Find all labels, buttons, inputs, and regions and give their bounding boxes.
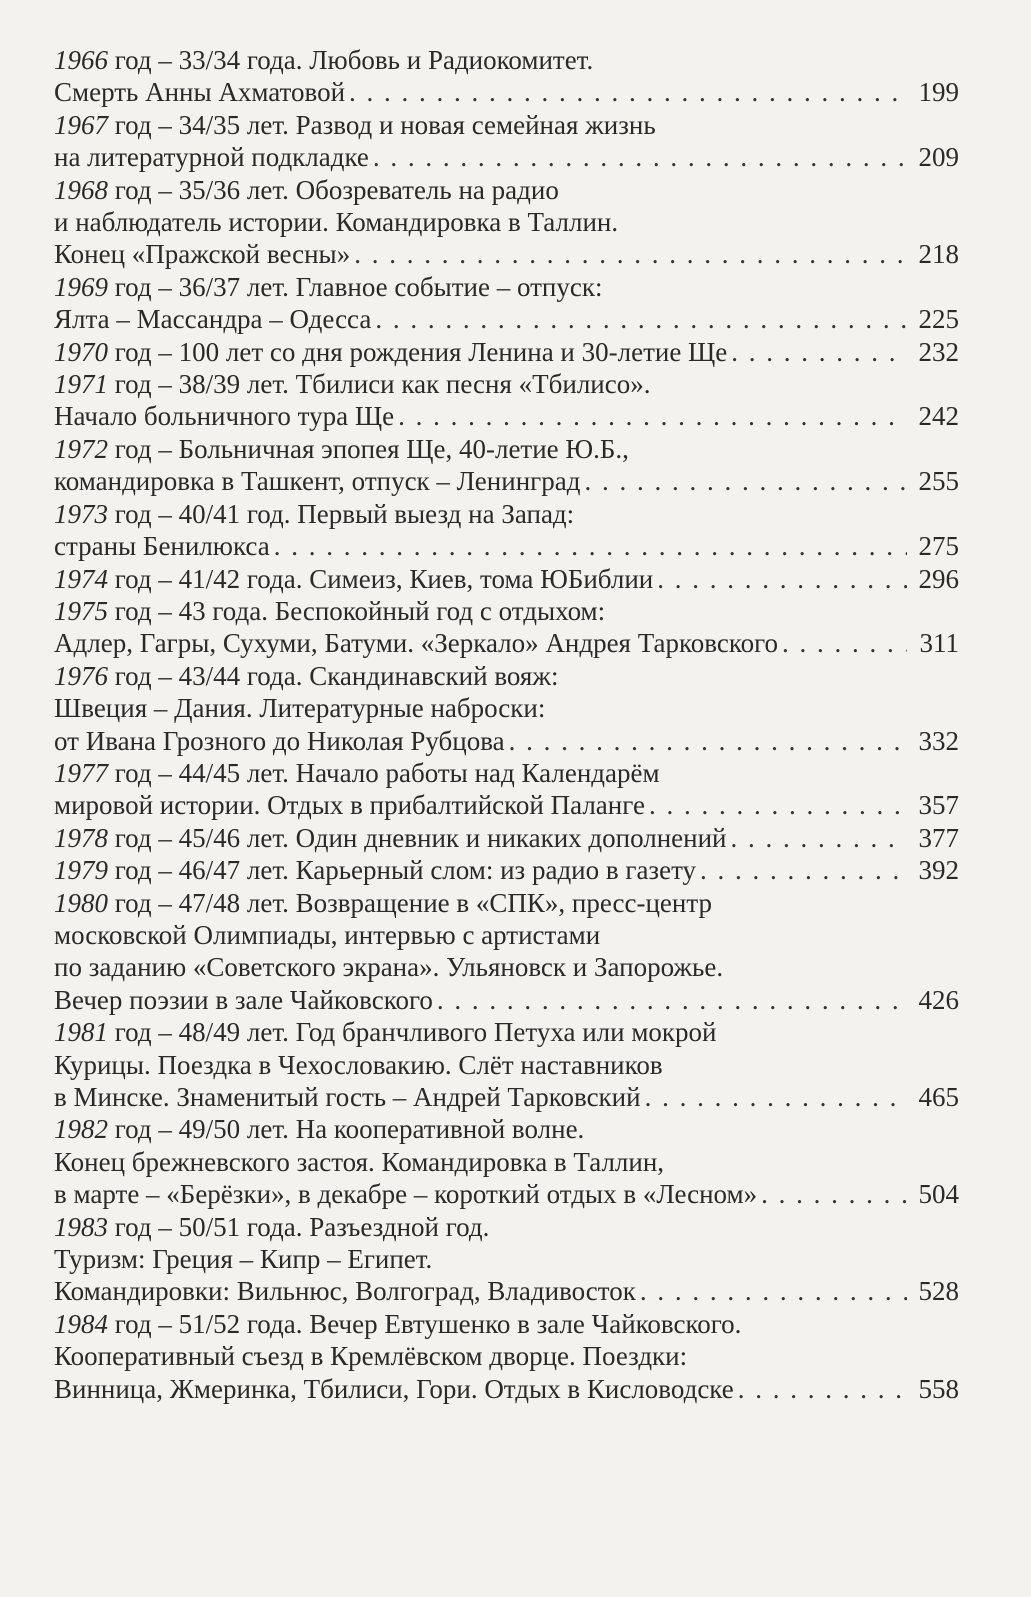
toc-entry	[54, 757, 959, 822]
toc-page-number: 357	[918, 790, 959, 821]
toc-title-text: Смерть Анны Ахматовой	[54, 77, 346, 108]
toc-page-number: 218	[918, 239, 959, 270]
toc-title-text: Винница, Жмеринка, Тбилиси, Гори. Отдых в Кисловодске	[54, 1373, 734, 1404]
toc-line	[54, 1049, 959, 1081]
toc-year: 1983	[54, 1211, 108, 1242]
toc-year: 1978	[54, 822, 108, 853]
toc-title-text: год – 43 года. Беспокойный год с отдыхом:	[114, 595, 606, 626]
toc-year: 1975	[54, 595, 108, 626]
toc-line	[54, 1373, 959, 1405]
toc-line	[54, 530, 959, 562]
toc-title-text: год – 33/34 года. Любовь и Радиокомитет.	[114, 45, 594, 75]
toc-line	[54, 465, 959, 497]
toc-year: 1966	[54, 45, 108, 75]
toc-entry	[54, 1211, 959, 1308]
toc-entry	[54, 433, 959, 498]
toc-line	[54, 1340, 959, 1372]
toc-title-text: Кооперативный съезд в Кремлёвском дворце. Поездки:	[54, 1341, 688, 1372]
toc-title-text: Конец «Пражской весны»	[54, 239, 351, 270]
toc-line	[54, 757, 959, 789]
toc-entry	[54, 1308, 959, 1405]
toc-line	[54, 1243, 959, 1275]
toc-page-number: 255	[918, 466, 959, 497]
toc-title-text: Командировки: Вильнюс, Волгоград, Владивосток	[54, 1276, 636, 1307]
toc-line	[54, 76, 959, 108]
dot-leader	[375, 303, 907, 335]
toc-page-number: 377	[918, 822, 959, 853]
toc-year: 1967	[54, 109, 108, 140]
dot-leader	[649, 789, 907, 821]
toc-line	[54, 303, 959, 335]
toc-title-text: год – 49/50 лет. На кооперативной волне.	[114, 1114, 585, 1145]
dot-leader	[731, 336, 907, 368]
toc-title-text: в Минске. Знаменитый гость – Андрей Тарковский	[54, 1082, 641, 1112]
toc-title-text: год – 100 лет со дня рождения Ленина и 30-летие Ще	[114, 336, 728, 367]
toc-page-number: 528	[918, 1276, 959, 1307]
toc-year: 1971	[54, 369, 108, 400]
toc-line	[54, 336, 959, 368]
toc-entry	[54, 854, 959, 886]
dot-leader	[761, 1178, 907, 1210]
toc-page-number: 465	[918, 1082, 959, 1112]
toc-title-text: год – 36/37 лет. Главное событие – отпуск:	[114, 271, 603, 302]
toc-entry	[54, 563, 959, 595]
toc-year: 1968	[54, 174, 108, 205]
toc-entry	[54, 44, 959, 109]
toc-title-text: командировка в Ташкент, отпуск – Ленинград	[54, 466, 581, 497]
toc-page-number: 426	[918, 984, 959, 1015]
toc-entry	[54, 336, 959, 368]
dot-leader	[398, 400, 907, 432]
toc-year: 1979	[54, 855, 108, 886]
dot-leader	[738, 1373, 907, 1405]
toc-year: 1984	[54, 1308, 108, 1339]
toc-year: 1980	[54, 887, 108, 918]
toc-title-text: год – 45/46 лет. Один дневник и никаких дополнений	[114, 822, 727, 853]
toc-line	[54, 44, 959, 76]
dot-leader	[657, 563, 907, 595]
toc-entry	[54, 595, 959, 660]
toc-page-number: 311	[919, 628, 959, 659]
toc-entry	[54, 1016, 959, 1113]
toc-page-number: 209	[918, 142, 959, 173]
dot-leader	[373, 141, 907, 173]
dot-leader	[509, 725, 907, 757]
toc-title-text: мировой истории. Отдых в прибалтийской Паланге	[54, 790, 645, 821]
dot-leader	[782, 627, 907, 659]
toc-line	[54, 1113, 959, 1145]
toc-page-number: 199	[918, 77, 959, 108]
toc-line	[54, 1308, 959, 1340]
toc-title-text: год – 44/45 лет. Начало работы над Календарём	[114, 757, 660, 788]
toc-line	[54, 206, 959, 238]
toc-title-text: в марте – «Берёзки», в декабре – короткий отдых в «Лесном»	[54, 1179, 758, 1210]
toc-title-text: год – 38/39 лет. Тбилиси как песня «Тбилисо».	[114, 369, 651, 400]
toc-entry	[54, 109, 959, 174]
toc-line	[54, 271, 959, 303]
toc-title-text: от Ивана Грозного до Николая Рубцова	[54, 725, 505, 756]
toc-title-text: год – 47/48 лет. Возвращение в «СПК», пресс-центр	[114, 887, 712, 918]
toc-entry	[54, 174, 959, 271]
dot-leader	[584, 465, 907, 497]
toc-year: 1981	[54, 1017, 108, 1048]
toc-title-text: год – 34/35 лет. Развод и новая семейная жизнь	[114, 109, 656, 140]
toc-line	[54, 433, 959, 465]
toc-line	[54, 1178, 959, 1210]
toc-year: 1970	[54, 336, 108, 367]
toc-year: 1977	[54, 757, 108, 788]
toc-line	[54, 1081, 959, 1113]
toc-line	[54, 1211, 959, 1243]
toc-title-text: год – 48/49 лет. Год бранчливого Петуха или мокрой	[114, 1017, 717, 1048]
toc-page-number: 504	[918, 1179, 959, 1210]
toc-title-text: год – 43/44 года. Скандинавский вояж:	[114, 660, 559, 691]
toc-page-number: 242	[918, 401, 959, 432]
toc-title-text: год – 50/51 года. Разъездной год.	[114, 1211, 490, 1242]
toc-year: 1972	[54, 433, 108, 464]
toc-line	[54, 692, 959, 724]
toc-line	[54, 400, 959, 432]
toc-line	[54, 725, 959, 757]
toc-title-text: на литературной подкладке	[54, 142, 369, 173]
toc-title-text: по заданию «Советского экрана». Ульяновск и Запорожье.	[54, 952, 724, 983]
dot-leader	[274, 530, 907, 562]
toc-title-text: год – 46/47 лет. Карьерный слом: из радио в газету	[114, 855, 697, 886]
toc-entry	[54, 271, 959, 336]
toc-title-text: Швеция – Дания. Литературные наброски:	[54, 693, 546, 724]
dot-leader	[437, 984, 907, 1016]
table-of-contents	[54, 44, 959, 1405]
toc-line	[54, 141, 959, 173]
dot-leader	[731, 822, 908, 854]
toc-line	[54, 854, 959, 886]
toc-title-text: год – 51/52 года. Вечер Евтушенко в зале Чайковского.	[114, 1308, 742, 1339]
toc-line	[54, 1146, 959, 1178]
toc-line	[54, 109, 959, 141]
toc-title-text: год – 41/42 года. Симеиз, Киев, тома ЮБиблии	[114, 563, 654, 594]
toc-line	[54, 789, 959, 821]
toc-title-text: год – 35/36 лет. Обозреватель на радио	[114, 174, 559, 205]
dot-leader	[700, 854, 907, 886]
dot-leader	[640, 1275, 907, 1307]
toc-line	[54, 1016, 959, 1048]
toc-year: 1973	[54, 498, 108, 529]
toc-title-text: Начало больничного тура Ще	[54, 401, 395, 432]
toc-title-text: страны Бенилюкса	[54, 531, 270, 562]
toc-line	[54, 238, 959, 270]
toc-year: 1974	[54, 563, 108, 594]
toc-line	[54, 919, 959, 951]
toc-line	[54, 951, 959, 983]
toc-title-text: Конец брежневского застоя. Командировка в Таллин,	[54, 1146, 665, 1177]
toc-entry	[54, 1113, 959, 1210]
toc-line	[54, 822, 959, 854]
toc-line	[54, 563, 959, 595]
toc-entry	[54, 368, 959, 433]
toc-page-number: 275	[918, 531, 959, 562]
toc-entry	[54, 660, 959, 757]
toc-title-text: московской Олимпиады, интервью с артистами	[54, 919, 601, 950]
dot-leader	[645, 1081, 907, 1113]
toc-line	[54, 368, 959, 400]
toc-year: 1969	[54, 271, 108, 302]
dot-leader	[354, 238, 907, 270]
toc-line	[54, 984, 959, 1016]
toc-entry	[54, 498, 959, 563]
toc-title-text: год – 40/41 год. Первый выезд на Запад:	[114, 498, 575, 529]
toc-year: 1976	[54, 660, 108, 691]
toc-line	[54, 1275, 959, 1307]
toc-page-number: 232	[918, 336, 959, 367]
toc-entry	[54, 822, 959, 854]
toc-entry	[54, 887, 959, 1017]
toc-title-text: год – Больничная эпопея Ще, 40-летие Ю.Б.,	[114, 433, 629, 464]
toc-title-text: Ялта – Массандра – Одесса	[54, 304, 372, 335]
toc-line	[54, 595, 959, 627]
toc-line	[54, 660, 959, 692]
dot-leader	[349, 76, 907, 108]
toc-line	[54, 887, 959, 919]
toc-title-text: Туризм: Греция – Кипр – Египет.	[54, 1244, 433, 1275]
toc-year: 1982	[54, 1114, 108, 1145]
toc-title-text: и наблюдатель истории. Командировка в Таллин.	[54, 207, 619, 238]
toc-title-text: Вечер поэзии в зале Чайковского	[54, 984, 433, 1015]
toc-title-text: Курицы. Поездка в Чехословакию. Слёт наставников	[54, 1049, 663, 1080]
toc-page-number: 558	[918, 1373, 959, 1404]
toc-line	[54, 174, 959, 206]
toc-line	[54, 498, 959, 530]
toc-title-text: Адлер, Гагры, Сухуми, Батуми. «Зеркало» Андрея Тарковского	[54, 628, 779, 659]
toc-page-number: 296	[918, 563, 959, 594]
toc-page-number: 225	[918, 304, 959, 335]
toc-page-number: 332	[918, 725, 959, 756]
toc-page-number: 392	[918, 855, 959, 886]
toc-line	[54, 627, 959, 659]
